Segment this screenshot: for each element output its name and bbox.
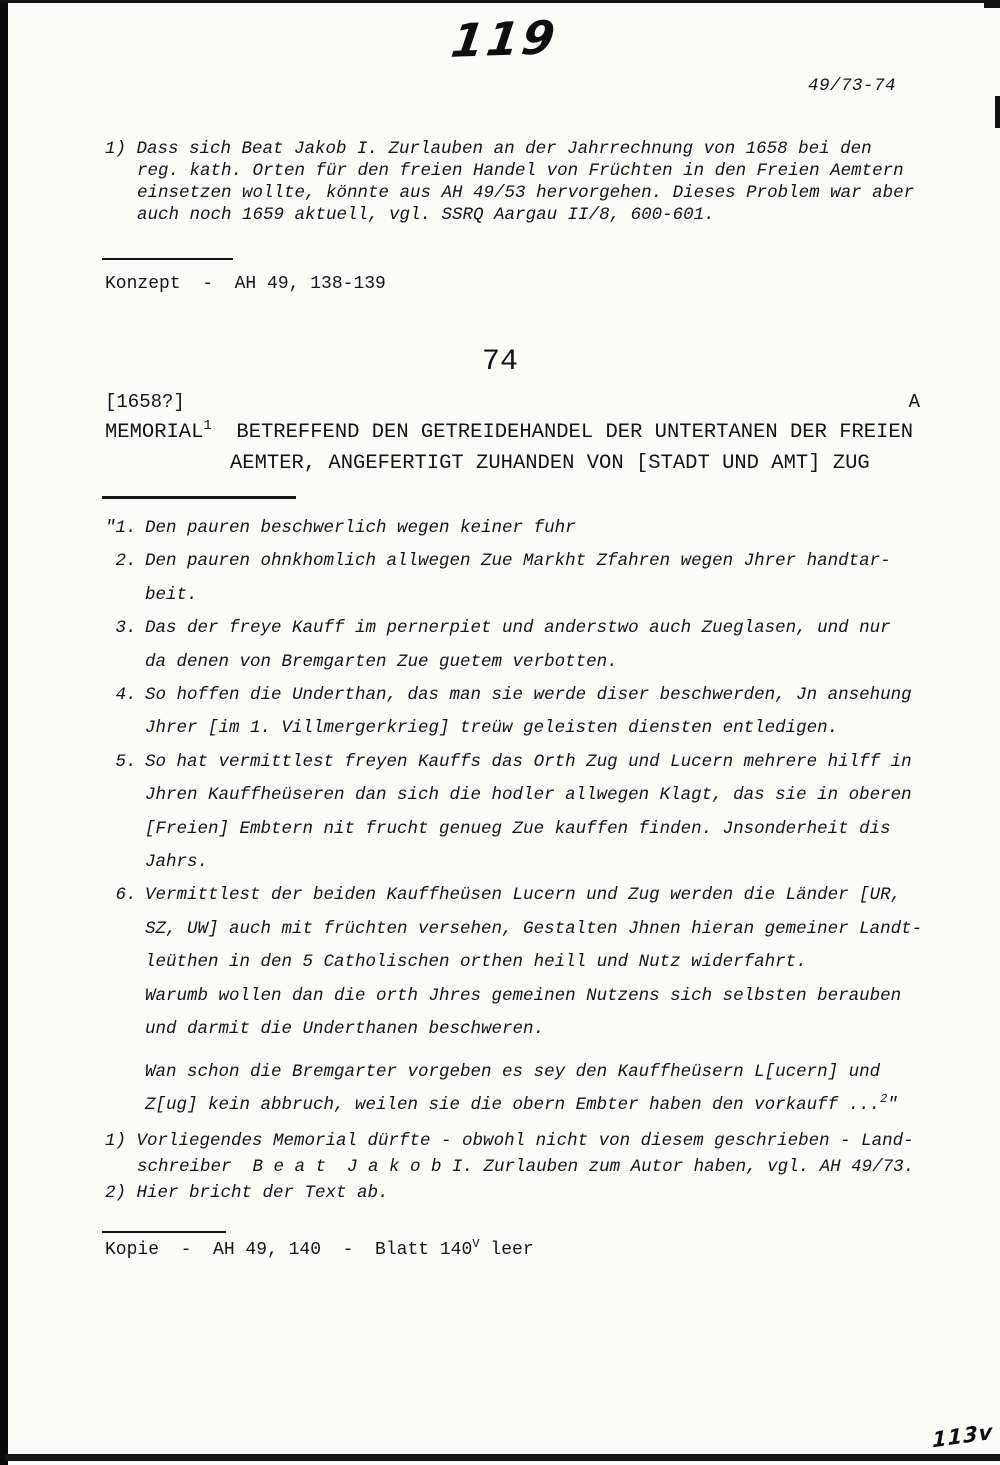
body-line xyxy=(105,1089,965,1123)
body-line xyxy=(105,779,965,812)
list-marker xyxy=(105,712,145,745)
document-title xyxy=(105,418,965,478)
list-marker xyxy=(105,980,145,1013)
list-marker: 5. xyxy=(105,751,137,772)
list-marker xyxy=(105,646,145,679)
body-text: Warumb wollen dan die orth Jhres gemeinen Nutzens sich selbsten berauben xyxy=(145,985,902,1006)
list-marker xyxy=(105,913,145,946)
kopie-suffix: leer xyxy=(479,1240,534,1260)
scan-top-corner-mark xyxy=(984,0,1000,8)
body-text: da denen von Bremgarten Zue guetem verbotten. xyxy=(145,651,618,672)
body-text xyxy=(145,1089,898,1123)
body-line xyxy=(105,1056,965,1089)
title-line-2: AEMTER, ANGEFERTIGT ZUHANDEN VON [STADT UND AMT] ZUG xyxy=(230,452,870,475)
title-footnote-marker: 1 xyxy=(203,417,212,434)
memorial-body xyxy=(105,512,965,1123)
scan-left-edge-bar xyxy=(0,0,8,1465)
document-date: [1658?] xyxy=(105,391,185,413)
body-line xyxy=(105,512,965,545)
body-line xyxy=(105,813,965,846)
body-line xyxy=(105,679,965,712)
body-text: Den pauren ohnkhomlich allwegen Zue Markht Zfahren wegen Jhrer handtar- xyxy=(145,551,891,572)
handwritten-page-number: 119 xyxy=(447,10,562,68)
kopie-superscript: V xyxy=(472,1236,480,1251)
list-marker xyxy=(105,1056,145,1089)
closing-quote: " xyxy=(887,1094,898,1115)
list-marker: 3. xyxy=(105,618,137,639)
intro-footnote-line: 1) Dass sich Beat Jakob I. Zurlauben an der Jahrrechnung von 1658 bei den xyxy=(105,139,872,159)
document-letter: A xyxy=(908,391,920,413)
body-line xyxy=(105,879,965,912)
kopie-source-line xyxy=(105,1236,534,1260)
scan-right-edge-mark xyxy=(995,96,1000,128)
divider-rule xyxy=(102,258,233,260)
body-text: Jhren Kauffheüseren dan sich die hodler allwegen Klagt, das sie in oberen xyxy=(145,785,912,806)
body-text: beit. xyxy=(145,584,198,605)
scan-bottom-edge-bar xyxy=(5,1454,1000,1461)
handwritten-folio-mark: 113v xyxy=(932,1419,994,1453)
list-marker: 2. xyxy=(105,551,137,572)
list-marker xyxy=(105,813,145,846)
body-text: So hoffen die Underthan, das man sie werde diser beschwerden, Jn ansehung xyxy=(145,685,912,706)
list-marker: "1. xyxy=(105,518,137,538)
body-text: So hat vermittlest freyen Kauffs das Orth Zug und Lucern mehrere hilff in xyxy=(145,751,912,772)
intro-footnote-block xyxy=(105,138,935,226)
body-line xyxy=(105,1013,965,1046)
body-text: leüthen in den 5 Catholischen orthen heill und Nutz widerfahrt. xyxy=(145,952,807,973)
konzept-source-line: Konzept - AH 49, 138-139 xyxy=(105,274,386,294)
body-line xyxy=(105,746,965,779)
body-text: Vermittlest der beiden Kauffheüsen Lucern und Zug werden die Länder [UR, xyxy=(145,885,902,906)
body-line xyxy=(105,980,965,1013)
body-footnote-marker: 2 xyxy=(880,1091,888,1106)
body-line xyxy=(105,646,965,679)
footnote-line: 2) Hier bricht der Text ab. xyxy=(105,1183,389,1203)
body-text: Den pauren beschwerlich wegen keiner fuhr xyxy=(145,518,576,538)
body-last-text: Z[ug] kein abbruch, weilen sie die obern Embter haben den vorkauff ... xyxy=(145,1094,881,1115)
body-line xyxy=(105,946,965,979)
list-marker: 6. xyxy=(105,885,137,906)
divider-rule xyxy=(102,496,296,499)
title-line-1 xyxy=(105,418,965,449)
body-line xyxy=(105,913,965,946)
list-marker xyxy=(105,1089,145,1123)
document-number: 74 xyxy=(481,345,518,379)
list-marker xyxy=(105,779,145,812)
footnote-block xyxy=(105,1128,965,1206)
body-line xyxy=(105,545,965,578)
body-text: [Freien] Embtern nit frucht genueg Zue kauffen finden. Jnsonderheit dis xyxy=(145,818,891,839)
intro-footnote-line: einsetzen wollte, könnte aus AH 49/53 hervorgehen. Dieses Problem war aber xyxy=(137,183,915,203)
list-marker xyxy=(105,579,145,612)
archive-reference: 49/73-74 xyxy=(808,76,897,96)
body-line xyxy=(105,846,965,879)
intro-footnote-line: auch noch 1659 aktuell, vgl. SSRQ Aargau II/8, 600-601. xyxy=(137,205,715,225)
kopie-prefix: Kopie - AH 49, 140 - Blatt 140 xyxy=(105,1240,473,1260)
list-marker xyxy=(105,846,145,879)
scan-top-edge-bar xyxy=(0,0,1000,3)
footnote-line: schreiber B e a t J a k o b I. Zurlauben zum Autor haben, vgl. AH 49/73. xyxy=(137,1157,915,1177)
title-word: MEMORIAL xyxy=(105,421,204,444)
body-line xyxy=(105,712,965,745)
body-text: Jahrs. xyxy=(145,852,209,873)
body-text: Das der freye Kauff im pernerpiet und anderstwo auch Zueglasen, und nur xyxy=(145,618,891,639)
body-line xyxy=(105,612,965,645)
body-text: und darmit die Underthanen beschweren. xyxy=(145,1019,545,1040)
list-marker xyxy=(105,1013,145,1046)
body-text: SZ, UW] auch mit früchten versehen, Gestalten Jhnen hieran gemeiner Landt- xyxy=(145,918,923,939)
body-line xyxy=(105,579,965,612)
body-text: Jhrer [im 1. Villmergerkrieg] treüw geleisten diensten entledigen. xyxy=(145,718,839,739)
divider-rule xyxy=(102,1231,226,1233)
body-text: Wan schon die Bremgarter vorgeben es sey den Kauffheüsern L[ucern] und xyxy=(145,1061,881,1082)
list-marker xyxy=(105,946,145,979)
intro-footnote-line: reg. kath. Orten für den freien Handel von Früchten in den Freien Aemtern xyxy=(137,161,904,181)
date-line xyxy=(105,391,920,413)
list-marker: 4. xyxy=(105,685,137,706)
footnote-line: 1) Vorliegendes Memorial dürfte - obwohl nicht von diesem geschrieben - Land- xyxy=(105,1131,914,1151)
title-rest: BETREFFEND DEN GETREIDEHANDEL DER UNTERTANEN DER FREIEN xyxy=(211,421,914,444)
